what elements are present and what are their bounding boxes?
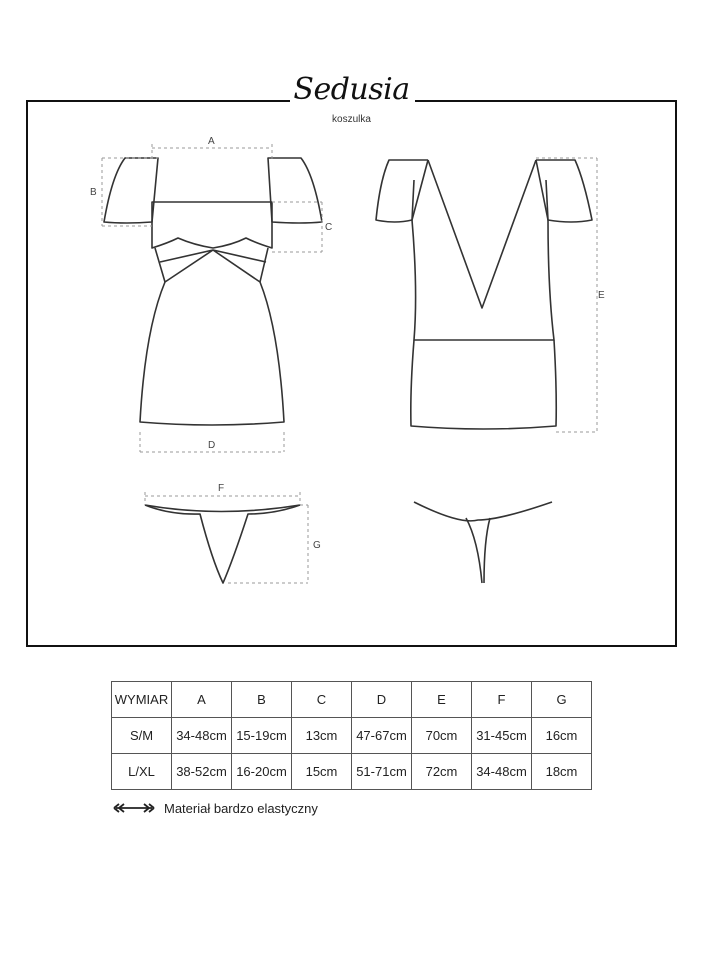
dimension-label-f: F	[218, 483, 225, 494]
table-header-cell: E	[412, 682, 472, 718]
table-cell: 34-48cm	[172, 718, 232, 754]
table-cell: 70cm	[412, 718, 472, 754]
table-cell: 51-71cm	[352, 754, 412, 790]
table-cell: 34-48cm	[472, 754, 532, 790]
dimension-label-a: A	[208, 136, 215, 147]
table-header-cell: G	[532, 682, 592, 718]
table-row	[112, 718, 592, 754]
table-header-cell: A	[172, 682, 232, 718]
thong-front	[145, 505, 300, 583]
table-cell: 18cm	[532, 754, 592, 790]
table-header-cell: WYMIAR	[112, 682, 172, 718]
table-cell: 16-20cm	[232, 754, 292, 790]
material-note-text: Materiał bardzo elastyczny	[164, 800, 318, 816]
table-cell: 38-52cm	[172, 754, 232, 790]
stretch-arrows-icon	[112, 802, 156, 814]
table-cell: 16cm	[532, 718, 592, 754]
size-table	[111, 681, 592, 790]
dimension-lines	[102, 144, 597, 583]
table-cell: 15-19cm	[232, 718, 292, 754]
table-cell: S/M	[112, 718, 172, 754]
brand-logo: Sedusia	[293, 72, 410, 107]
table-cell: 13cm	[292, 718, 352, 754]
table-cell: 31-45cm	[472, 718, 532, 754]
frame-border	[27, 101, 676, 646]
table-header-cell: B	[232, 682, 292, 718]
material-note	[112, 800, 318, 816]
dimension-label-c: C	[325, 222, 333, 233]
dimension-label-e: E	[598, 290, 605, 301]
table-cell: 72cm	[412, 754, 472, 790]
table-row	[112, 754, 592, 790]
chemise-back	[376, 160, 592, 429]
dimension-label-d: D	[208, 440, 216, 451]
product-type: koszulka	[332, 114, 371, 125]
dimension-label-g: G	[313, 540, 321, 551]
table-cell: L/XL	[112, 754, 172, 790]
thong-back	[414, 502, 552, 583]
chemise-front	[104, 158, 322, 425]
table-header-cell: F	[472, 682, 532, 718]
table-header-cell: C	[292, 682, 352, 718]
dimension-label-b: B	[90, 187, 97, 198]
table-header-row	[112, 682, 592, 718]
table-cell: 47-67cm	[352, 718, 412, 754]
table-cell: 15cm	[292, 754, 352, 790]
table-header-cell: D	[352, 682, 412, 718]
